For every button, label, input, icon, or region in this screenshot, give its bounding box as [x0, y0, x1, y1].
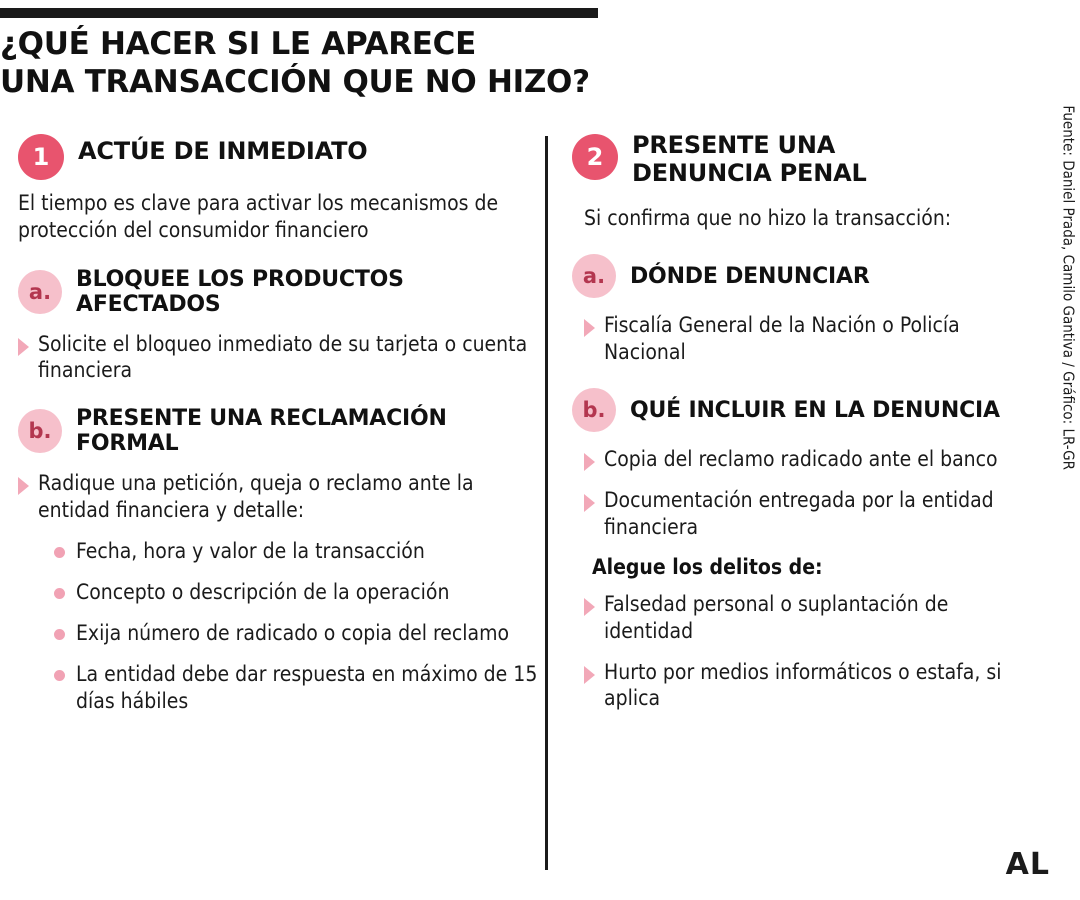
list-item-text: La entidad debe dar respuesta en máximo de 15 días hábiles: [76, 661, 538, 713]
step-2-title: [632, 132, 867, 187]
list-item: [584, 659, 1032, 713]
list-item-text: Fiscalía General de la Nación o Policía Nacional: [604, 313, 960, 365]
letter-badge-b: b.: [572, 388, 616, 432]
list-item-text: Solicite el bloqueo inmediato de su tarjeta o cuenta financiera: [38, 331, 528, 383]
letter-badge-a: a.: [572, 254, 616, 298]
step-2-alegue-title: Alegue los delitos de:: [592, 554, 823, 579]
arrow-right-icon: [18, 477, 29, 495]
list-item-text: Copia del reclamo radicado ante el banco: [604, 447, 998, 472]
list-item-text: Hurto por medios informáticos o estafa, si aplica: [604, 659, 1002, 711]
list-item: [584, 591, 1032, 645]
list-item-text: Concepto o descripción de la operación: [76, 579, 450, 604]
list-item-text: Radique una petición, queja o reclamo ante la entidad financiera y detalle:: [38, 471, 474, 523]
step-1-title: ACTÚE DE INMEDIATO: [78, 137, 368, 165]
step-2-title-line-1: PRESENTE UNA: [632, 131, 836, 159]
list-item: [54, 620, 538, 647]
arrow-right-icon: [584, 666, 595, 684]
step-1-sub-b-details: [54, 538, 538, 714]
list-item: [584, 487, 1032, 541]
step-1-sub-b-title: PRESENTE UNA RECLAMACIÓN FORMAL: [76, 406, 447, 457]
list-item-text: Exija número de radicado o copia del reclamo: [76, 620, 510, 645]
arrow-right-icon: [584, 453, 595, 471]
bullet-dot-icon: [54, 670, 65, 681]
step-2-sub-a-title: DÓNDE DENUNCIAR: [630, 263, 870, 289]
arrow-right-icon: [18, 338, 29, 356]
letter-badge-a: a.: [18, 270, 62, 314]
arrow-right-icon: [584, 598, 595, 616]
step-2-sub-b-header: [572, 388, 1032, 432]
headline-line-1: ¿QUÉ HACER SI LE APARECE: [0, 26, 477, 62]
step-1-sub-b-header: [18, 406, 538, 456]
step-1-intro: El tiempo es clave para activar los mecanismos de protección del consumidor financiero: [18, 191, 499, 243]
step-1-header: [18, 132, 538, 180]
bullet-dot-icon: [54, 547, 65, 558]
source-credit: Fuente: Daniel Prada, Camilo Gantiva / Gráfico: LR-GR: [1060, 105, 1078, 470]
top-rule: [0, 8, 598, 18]
headline-line-2: UNA TRANSACCIÓN QUE NO HIZO?: [0, 63, 590, 100]
list-item: [584, 312, 1032, 366]
publisher-logo: AL: [1005, 847, 1050, 882]
step-1-column: [18, 132, 538, 728]
step-2-header: [572, 132, 1032, 187]
list-item: [54, 538, 538, 565]
step-2-title-line-2: DENUNCIA PENAL: [632, 158, 867, 187]
list-item: [54, 661, 538, 715]
step-2-badge: 2: [572, 134, 618, 180]
list-item: [584, 446, 1032, 473]
bullet-dot-icon: [54, 588, 65, 599]
list-item: [18, 331, 538, 385]
arrow-right-icon: [584, 494, 595, 512]
column-divider: [545, 136, 548, 870]
page-title: [0, 26, 860, 102]
step-1-sub-a-header: [18, 267, 538, 317]
list-item-text: Documentación entregada por la entidad financiera: [604, 488, 994, 539]
step-1-badge: 1: [18, 134, 64, 180]
list-item-text: Falsedad personal o suplantación de identidad: [604, 591, 949, 643]
letter-badge-b: b.: [18, 409, 62, 453]
bullet-dot-icon: [54, 629, 65, 640]
step-2-intro: Si confirma que no hizo la transacción:: [584, 206, 952, 231]
arrow-right-icon: [584, 319, 595, 337]
step-1-sub-a-title: BLOQUEE LOS PRODUCTOS AFECTADOS: [76, 266, 404, 317]
list-item: [54, 579, 538, 606]
step-2-sub-a-header: [572, 254, 1032, 298]
list-item-text: Fecha, hora y valor de la transacción: [76, 539, 425, 564]
step-2-column: [572, 132, 1032, 726]
step-2-sub-b-title: QUÉ INCLUIR EN LA DENUNCIA: [630, 397, 1000, 423]
list-item: [18, 470, 538, 524]
